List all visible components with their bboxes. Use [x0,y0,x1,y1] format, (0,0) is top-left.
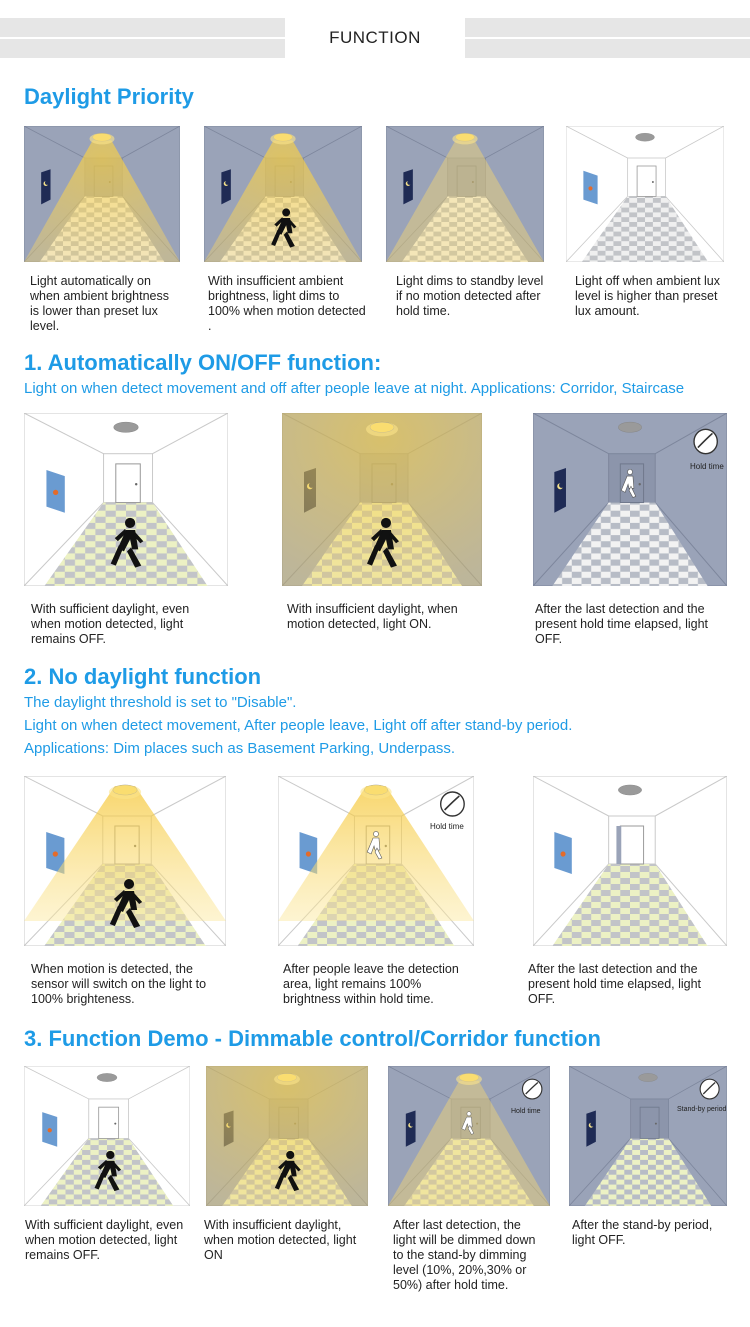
function-header [0,18,750,58]
s3-panel-2 [206,1066,368,1206]
s1-hold-label: Hold time [690,462,724,471]
s3-panel-1 [24,1066,190,1206]
corridor-illustration [386,126,544,262]
daylight-priority-title: Daylight Priority [24,84,194,109]
section2-line-1: The daylight threshold is set to "Disable". [24,694,297,711]
s2-hold-label: Hold time [430,822,464,831]
corridor-illustration [282,413,482,586]
dp-caption-3: Light dims to standby level if no motion detected after hold time. [396,274,544,318]
corridor-illustration [569,1066,727,1206]
dp-caption-4: Light off when ambient lux level is higher than preset lux amount. [575,274,721,318]
corridor-illustration [24,413,228,586]
corridor-illustration [24,126,180,262]
dp-caption-1: Light automatically on when ambient brightness is lower than preset lux level. [30,274,169,333]
corridor-illustration [566,126,724,262]
dp-panel-4 [566,126,724,262]
s2-caption-1: When motion is detected, the sensor will switch on the light to 100% brighteness. [31,962,207,1006]
section3-title: 3. Function Demo - Dimmable control/Corridor function [24,1026,601,1051]
corridor-illustration [533,413,727,586]
dp-panel-1 [24,126,180,262]
s2-caption-2: After people leave the detection area, light remains 100% brightness within hold time. [283,962,459,1006]
dp-caption-2: With insufficient ambient brightness, light dims to 100% when motion detected . [208,274,366,333]
corridor-illustration [24,1066,190,1206]
s3-panel-3 [388,1066,550,1206]
s1-panel-1 [24,413,228,586]
s3-panel-4 [569,1066,727,1206]
section1-title: 1. Automatically ON/OFF function: [24,350,382,375]
s3-caption-1: With sufficient daylight, even when motion detected, light remains OFF. [25,1218,184,1262]
s3-caption-4: After the stand-by period, light OFF. [572,1218,713,1247]
header-line-left [0,37,285,39]
s3-caption-2: With insufficient daylight, when motion detected, light ON [204,1218,357,1262]
s3-standby-label: Stand-by period [677,1106,727,1113]
s2-panel-1 [24,776,226,946]
corridor-illustration [204,126,362,262]
corridor-illustration [24,776,226,946]
s1-caption-2: With insufficient daylight, when motion detected, light ON. [287,602,458,631]
s1-panel-3 [533,413,727,586]
s1-caption-1: With sufficient daylight, even when motion detected, light remains OFF. [31,602,190,646]
corridor-illustration [206,1066,368,1206]
corridor-illustration [533,776,727,946]
s1-caption-3: After the last detection and the present hold time elapsed, light OFF. [535,602,709,646]
corridor-illustration [278,776,474,946]
s2-caption-3: After the last detection and the present hold time elapsed, light OFF. [528,962,702,1006]
corridor-illustration [388,1066,550,1206]
header-title: FUNCTION [329,28,421,47]
s3-hold-label: Hold time [511,1108,541,1115]
section1-subtitle: Light on when detect movement and off after people leave at night. Applications: Corridor, Staircase [24,380,685,397]
header-line-right [465,37,750,39]
s2-panel-3 [533,776,727,946]
section2-line-2: Light on when detect movement, After people leave, Light off after stand-by period. [24,717,573,734]
s1-panel-2 [282,413,482,586]
s2-panel-2 [278,776,474,946]
dp-panel-3 [386,126,544,262]
section2-title: 2. No daylight function [24,664,262,689]
s3-caption-3: After last detection, the light will be dimmed down to the stand-by dimming level (10%, 20%,30% or 50%) after hold time. [393,1218,536,1292]
section2-line-3: Applications: Dim places such as Basement Parking, Underpass. [24,740,456,757]
dp-panel-2 [204,126,362,262]
